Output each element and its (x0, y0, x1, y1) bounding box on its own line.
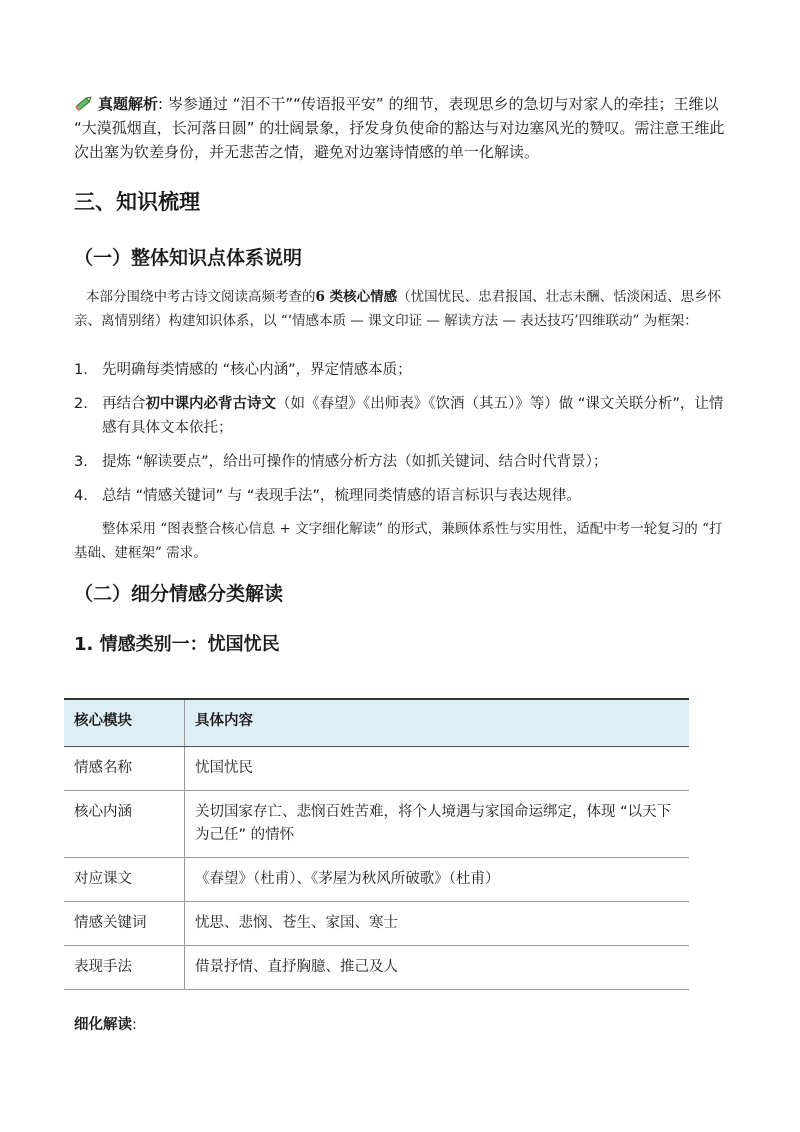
section-title: 三、知识梳理 (74, 190, 200, 214)
list-text-prefix: 再结合 (102, 396, 146, 412)
table-key-cell: 情感关键词 (64, 902, 185, 946)
list-text-suffix: （如《春望》《出师表》《饮酒（其五）》等）做 “课文关联分析”，让情感有具体文本依托； (102, 396, 724, 436)
table-key-cell: 情感名称 (64, 747, 185, 791)
table-value-cell: 《春望》（杜甫）、《茅屋为秋风所破歌》（杜甫） (185, 858, 690, 902)
subsection-title-overview: （一）整体知识点体系说明 (74, 247, 303, 269)
list-text: 提炼 “解读要点”，给出可操作的情感分析方法（如抓关键词、结合时代背景）； (102, 454, 608, 470)
list-item (74, 358, 734, 382)
table-row (64, 902, 689, 946)
intro-bold: 6 类核心情感 (315, 289, 398, 305)
table-value-cell: 关切国家存亡、悲悯百姓苦难，将个人境遇与家国命运绑定，体现 “以天下为己任” 的情怀 (185, 791, 690, 858)
steps-list (74, 358, 734, 508)
table-header-row (64, 699, 689, 747)
table-row (64, 858, 689, 902)
list-number: 2. (74, 396, 88, 412)
intro-prefix: 本部分围绕中考古诗文阅读高频考查的 (86, 289, 316, 305)
table-header-cell: 具体内容 (185, 699, 690, 747)
table-key-cell: 表现手法 (64, 946, 185, 990)
subsection-title-categories: （二）细分情感分类解读 (74, 583, 284, 605)
pencil-icon (74, 94, 94, 112)
table-value-cell: 忧思、悲悯、苍生、家国、寒士 (185, 902, 690, 946)
list-text-bold: 初中课内必背古诗文 (145, 396, 276, 412)
table-value-cell: 借景抒情、直抒胸臆、推己及人 (185, 946, 690, 990)
intro-suffix: （忧国忧民、忠君报国、壮志未酬、恬淡闲适、思乡怀亲、离情别绪）构建知识体系，以 “‘情感本质 — 课文印证 — 解读方法 — 表达技巧’四维联动” 为框架： (74, 289, 722, 329)
exam-analysis-paragraph (74, 92, 734, 164)
table-row (64, 946, 689, 990)
table-header-cell: 核心模块 (64, 699, 185, 747)
list-text: 总结 “情感关键词” 与 “表现手法”，梳理同类情感的语言标识与表达规律。 (102, 488, 581, 504)
list-item (74, 450, 734, 474)
category-title: 1. 情感类别一：忧国忧民 (74, 634, 280, 655)
table-row (64, 791, 689, 858)
detail-colon: : (132, 1017, 137, 1033)
detail-heading (74, 1013, 137, 1034)
emotion-info-table (64, 698, 689, 990)
list-text: 先明确每类情感的 “核心内涵”，界定情感本质； (102, 362, 412, 378)
list-number: 4. (74, 488, 88, 504)
detail-label: 细化解读 (74, 1017, 132, 1033)
list-item (74, 484, 734, 508)
table-key-cell: 对应课文 (64, 858, 185, 902)
exam-analysis-label: 真题解析 (98, 95, 159, 113)
table-row (64, 747, 689, 791)
table-value-cell: 忧国忧民 (185, 747, 690, 791)
intro-paragraph (74, 285, 734, 333)
table-key-cell: 核心内涵 (64, 791, 185, 858)
list-item (74, 392, 734, 440)
exam-analysis-text: : 岑参通过 “泪不干”“传语报平安” 的细节，表现思乡的急切与对家人的牵挂；王维以 “大漠孤烟直，长河落日圆” 的壮阔景象，抒发身负使命的豁达与对边塞风光的赞叹。需注意王维此次出塞为钦差身份，并无悲苦之情，避免对边塞诗情感的单一化解读。 (74, 95, 725, 161)
list-number: 3. (74, 454, 88, 470)
list-number: 1. (74, 362, 88, 378)
summary-paragraph: 整体采用 “图表整合核心信息 + 文字细化解读” 的形式，兼顾体系性与实用性，适配中考一轮复习的 “打基础、建框架” 需求。 (74, 521, 723, 561)
